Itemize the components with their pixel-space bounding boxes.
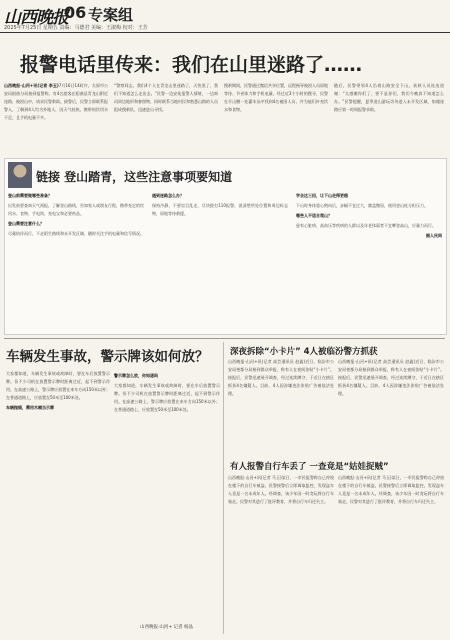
tips-col1 <box>8 190 144 330</box>
tips-q1: 登山前需要做哪些准备？ <box>8 193 52 198</box>
story4-title: 有人报警自行车丢了 一查竟是“姑娃捉贼” <box>230 462 389 472</box>
story2-text-2: 大家都知道，车辆发生事故或故障时，要在车后放置警示牌。但不少司机在放置警示牌时距离过近，起不到警示作用。在高速公路上，警示牌应放置在来车方向150米以外；在普通道路上，应放置在50米至100米处。 <box>114 383 220 412</box>
story2-subhead-1: 车辆抛锚，需用木桶当示牌 <box>6 405 54 410</box>
hiker-photo <box>8 162 32 188</box>
story4-col1 <box>228 474 334 632</box>
story2-title: 车辆发生事故，警示牌该如何放？ <box>6 349 209 365</box>
tips-a5: 下山时身体重心稍向后，步幅不宜过大，膝盖微屈，使用登山杖分担压力。 <box>296 203 428 208</box>
story2-col2 <box>114 370 220 610</box>
tips-col2 <box>152 190 288 330</box>
tips-q5: 学会这三招，让下山走得更稳 <box>296 193 348 198</box>
story3-title: 深夜拆除“小卡片” 4人被临汾警方抓获 <box>230 347 378 357</box>
story1-lead: 山西晚报·山河+讯(记者 李玉) <box>4 83 59 88</box>
column-divider <box>223 342 224 634</box>
tips-col3 <box>296 190 442 330</box>
story1-col3 <box>224 82 328 154</box>
tips-q3: 遇到迷路怎么办？ <box>152 193 184 198</box>
main-headline: 报警电话里传来：我们在山里迷路了…… <box>20 54 363 76</box>
story3-col1 <box>228 358 334 454</box>
section-divider <box>4 338 445 339</box>
tips-box-title: 链接 登山踏青，这些注意事项要知道 <box>36 170 233 184</box>
story1-text-4: 随后，民警带领4人沿着山路安全下山。获救人员连连道谢：“太感谢你们了，要不是你们，我们今晚真不知道怎么办。”民警提醒，夏季进山游玩切勿进入未开发区域，如遇迷路应第一时间报警求助。 <box>334 83 444 112</box>
tips-q2: 登山需要注意什么？ <box>8 221 44 226</box>
story1-col2 <box>114 82 218 154</box>
story4-col2 <box>338 474 444 632</box>
issue-meta: 2025年7月25日 星期五 责编：马德君 美编：王淑梅 校对：王芳 <box>4 25 148 31</box>
story1-col4 <box>334 82 444 154</box>
tips-a2: 尽量结伴而行，不走陌生路线和未开发区域，随时关注手机电量和信号情况。 <box>8 231 144 236</box>
header-rule <box>0 32 450 33</box>
story3-text-2: 山西晚报·山河+讯(记者 高芸通讯员 赵鑫)近日，临汾市公安局尧都分局接到群众举报，称有人在夜间张贴“小卡片”。接报后，民警迅速展开调查，经过连续蹲守，于近日在辖区抓获4名嫌疑人。目前，4人因涉嫌违法张贴广告被依法处理。 <box>338 359 444 396</box>
story2-text-1: 大家都知道，车辆发生事故或故障时，要在车后放置警示牌。但不少司机在放置警示牌时距离过近，起不到警示作用。在高速公路上，警示牌应放置在来车方向150米以外；在普通道路上，应放置在50米至100米处。 <box>6 371 110 400</box>
story2-subhead-2: 警示牌怎么放，你知道吗 <box>114 373 158 378</box>
tips-q4: 哪些人不适合爬山？ <box>296 213 332 218</box>
masthead <box>0 0 450 34</box>
section-title: 专案组 <box>88 6 134 24</box>
tips-source: 据人民网 <box>426 233 442 238</box>
newspaper-logo: 山西晚报 <box>4 8 68 28</box>
story4-text-2: 山西晚报·山河+讯(记者 马玉)某日，一市民报警称自己停放在楼下的自行车被盗。民警接警后立即调取监控，发现盗车人竟是一名未成年人。经调查，该少年因一时贪玩将自行车骑走。民警对其进行了批评教育，并将自行车归还失主。 <box>338 475 444 504</box>
page-number: 06 <box>64 3 87 22</box>
tips-a1: 出发前要查询天气预报，了解登山路线，告知家人或朋友行程，携带充足的饮用水、食物、手电筒、充电宝和必要药品。 <box>8 203 144 216</box>
story3-col2 <box>338 358 444 454</box>
story1-col1 <box>4 82 108 154</box>
story3-text-1: 山西晚报·山河+讯(记者 高芸通讯员 赵鑫)近日，临汾市公安局尧都分局接到群众举报，称有人在夜间张贴“小卡片”。接报后，民警迅速展开调查，经过连续蹲守，于近日在辖区抓获4名嫌疑人。目前，4人因涉嫌违法张贴广告被依法处理。 <box>228 359 334 396</box>
story1-text-1: 7月16日14时许，太原市公安局阳曲分局接到报警称，有4名游客在阳曲县青龙山附近迷路，被困山中，请求民警救助。接警后，民警立即联系报警人，了解到4人均为外地人，因天气较热，携带的饮用水不足，且手机电量不多。 <box>4 83 108 120</box>
story1-text-2: “警察同志，我们4个人在青龙山里迷路了，天快黑了，我们不知道怎么走出去。”民警一边安抚报警人情绪，一边询问周边地形和参照物，同时联系当地村民和熟悉山路的人员组成搜救队，迅速进山寻找。 <box>114 83 218 112</box>
story2-col1 <box>6 370 110 632</box>
story1-text-3: 搜救期间，民警通过微信共享位置，远程指导被困人员原地等待、节省体力和手机电量。经过近3个小时的搜寻，民警在半山腰一处灌木丛中找到4名被困人员，并为他们补充饮水和食物。 <box>224 83 328 112</box>
tips-a3: 保持冷静，不要盲目乱走，尽快拨打110报警，说清楚所处位置和周边标志物，原地等待救援。 <box>152 203 288 216</box>
story4-text-1: 山西晚报·山河+讯(记者 马玉)某日，一市民报警称自己停放在楼下的自行车被盗。民警接警后立即调取监控，发现盗车人竟是一名未成年人。经调查，该少年因一时贪玩将自行车骑走。民警对其进行了批评教育，并将自行车归还失主。 <box>228 475 334 504</box>
tips-a4: 患有心脏病、高血压等疾病的人群以及年老体弱者不宜攀登高山，应量力而行。 <box>296 223 436 228</box>
story2-byline: 山西晚报·山河+ 记者 杨晶 <box>140 625 194 630</box>
